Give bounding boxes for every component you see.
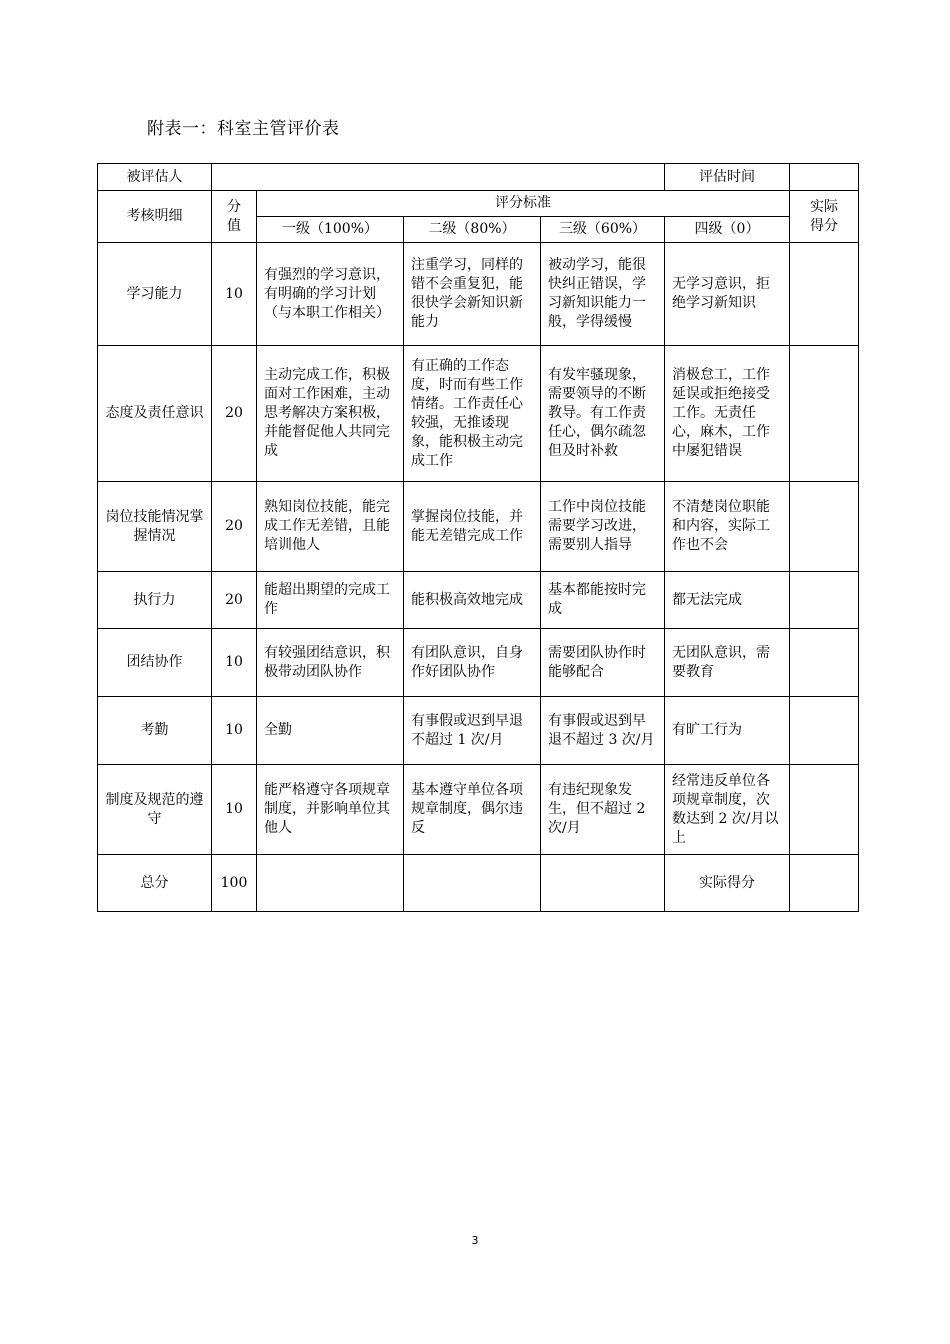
row-level-1: 熟知岗位技能，能完成工作无差错，且能培训他人 [257, 482, 404, 572]
document-title: 附表一：科室主管评价表 [147, 119, 340, 139]
row-level-4: 都无法完成 [665, 572, 790, 629]
row-score: 10 [212, 243, 257, 346]
row-actual-score[interactable] [790, 243, 859, 346]
row-item: 学习能力 [98, 243, 212, 346]
evaluation-table [97, 163, 859, 912]
row-score: 20 [212, 482, 257, 572]
row-level-3: 工作中岗位技能需要学习改进，需要别人指导 [541, 482, 665, 572]
evaluatee-label: 被评估人 [98, 164, 212, 191]
row-item: 岗位技能情况掌握情况 [98, 482, 212, 572]
row-level-4: 无学习意识，拒绝学习新知识 [665, 243, 790, 346]
row-item: 态度及责任意识 [98, 346, 212, 482]
table-row [98, 346, 859, 482]
row-level-1: 全勤 [257, 697, 404, 765]
header-row-1 [98, 191, 859, 217]
row-level-2: 有团队意识，自身作好团队协作 [404, 629, 541, 697]
row-item: 执行力 [98, 572, 212, 629]
row-actual-score[interactable] [790, 697, 859, 765]
row-score: 10 [212, 765, 257, 855]
table-row [98, 697, 859, 765]
row-level-3: 有发牢骚现象，需要领导的不断教导。有工作责任心，偶尔疏忽但及时补救 [541, 346, 665, 482]
row-level-2: 基本遵守单位各项规章制度，偶尔违反 [404, 765, 541, 855]
table-row [98, 482, 859, 572]
row-level-4: 消极怠工，工作延误或拒绝接受工作。无责任心，麻木，工作中屡犯错误 [665, 346, 790, 482]
row-item: 考勤 [98, 697, 212, 765]
row-level-2: 注重学习，同样的错不会重复犯，能很快学会新知识新能力 [404, 243, 541, 346]
row-level-2: 能积极高效地完成 [404, 572, 541, 629]
row-score: 10 [212, 697, 257, 765]
total-actual-score[interactable] [790, 855, 859, 912]
total-actual-label: 实际得分 [665, 855, 790, 912]
evaluatee-row [98, 164, 859, 191]
row-level-4: 有旷工行为 [665, 697, 790, 765]
score-header: 分 值 [212, 191, 257, 243]
table-row [98, 572, 859, 629]
row-actual-score[interactable] [790, 629, 859, 697]
row-level-3: 被动学习，能很快纠正错误，学习新知识能力一般，学得缓慢 [541, 243, 665, 346]
total-score: 100 [212, 855, 257, 912]
table-row [98, 243, 859, 346]
row-level-2: 掌握岗位技能，并能无差错完成工作 [404, 482, 541, 572]
row-level-1: 有较强团结意识，积极带动团队协作 [257, 629, 404, 697]
row-actual-score[interactable] [790, 572, 859, 629]
row-score: 10 [212, 629, 257, 697]
level-1-header: 一级（100%） [257, 217, 404, 243]
row-score: 20 [212, 572, 257, 629]
row-item: 团结协作 [98, 629, 212, 697]
row-level-4: 经常违反单位各项规章制度，次数达到 2 次/月以上 [665, 765, 790, 855]
row-level-3: 需要团队协作时能够配合 [541, 629, 665, 697]
row-item: 制度及规范的遵守 [98, 765, 212, 855]
row-actual-score[interactable] [790, 482, 859, 572]
row-score: 20 [212, 346, 257, 482]
total-label: 总分 [98, 855, 212, 912]
total-level-2 [404, 855, 541, 912]
total-level-1 [257, 855, 404, 912]
level-3-header: 三级（60%） [541, 217, 665, 243]
row-level-2: 有正确的工作态度，时而有些工作情绪。工作责任心较强，无推诿现象，能积极主动完成工作 [404, 346, 541, 482]
actual-score-header: 实际 得分 [790, 191, 859, 243]
row-level-3: 有违纪现象发生，但不超过 2 次/月 [541, 765, 665, 855]
page-number: 3 [471, 1234, 479, 1247]
standard-header: 评分标准 [257, 191, 790, 217]
row-level-1: 能严格遵守各项规章制度，并影响单位其他人 [257, 765, 404, 855]
level-4-header: 四级（0） [665, 217, 790, 243]
row-actual-score[interactable] [790, 765, 859, 855]
row-level-4: 无团队意识，需要教育 [665, 629, 790, 697]
table-row [98, 629, 859, 697]
row-level-1: 有强烈的学习意识，有明确的学习计划（与本职工作相关） [257, 243, 404, 346]
row-level-3: 基本都能按时完成 [541, 572, 665, 629]
row-actual-score[interactable] [790, 346, 859, 482]
row-level-3: 有事假或迟到早退不超过 3 次/月 [541, 697, 665, 765]
row-level-1: 主动完成工作，积极面对工作困难，主动思考解决方案积极，并能督促他人共同完成 [257, 346, 404, 482]
evaluatee-value-cell[interactable] [212, 164, 665, 191]
row-level-2: 有事假或迟到早退不超过 1 次/月 [404, 697, 541, 765]
eval-time-label: 评估时间 [665, 164, 790, 191]
row-level-1: 能超出期望的完成工作 [257, 572, 404, 629]
row-level-4: 不清楚岗位职能和内容，实际工作也不会 [665, 482, 790, 572]
table-row [98, 765, 859, 855]
eval-time-value-cell[interactable] [790, 164, 859, 191]
total-row [98, 855, 859, 912]
level-2-header: 二级（80%） [404, 217, 541, 243]
total-level-3 [541, 855, 665, 912]
item-header: 考核明细 [98, 191, 212, 243]
